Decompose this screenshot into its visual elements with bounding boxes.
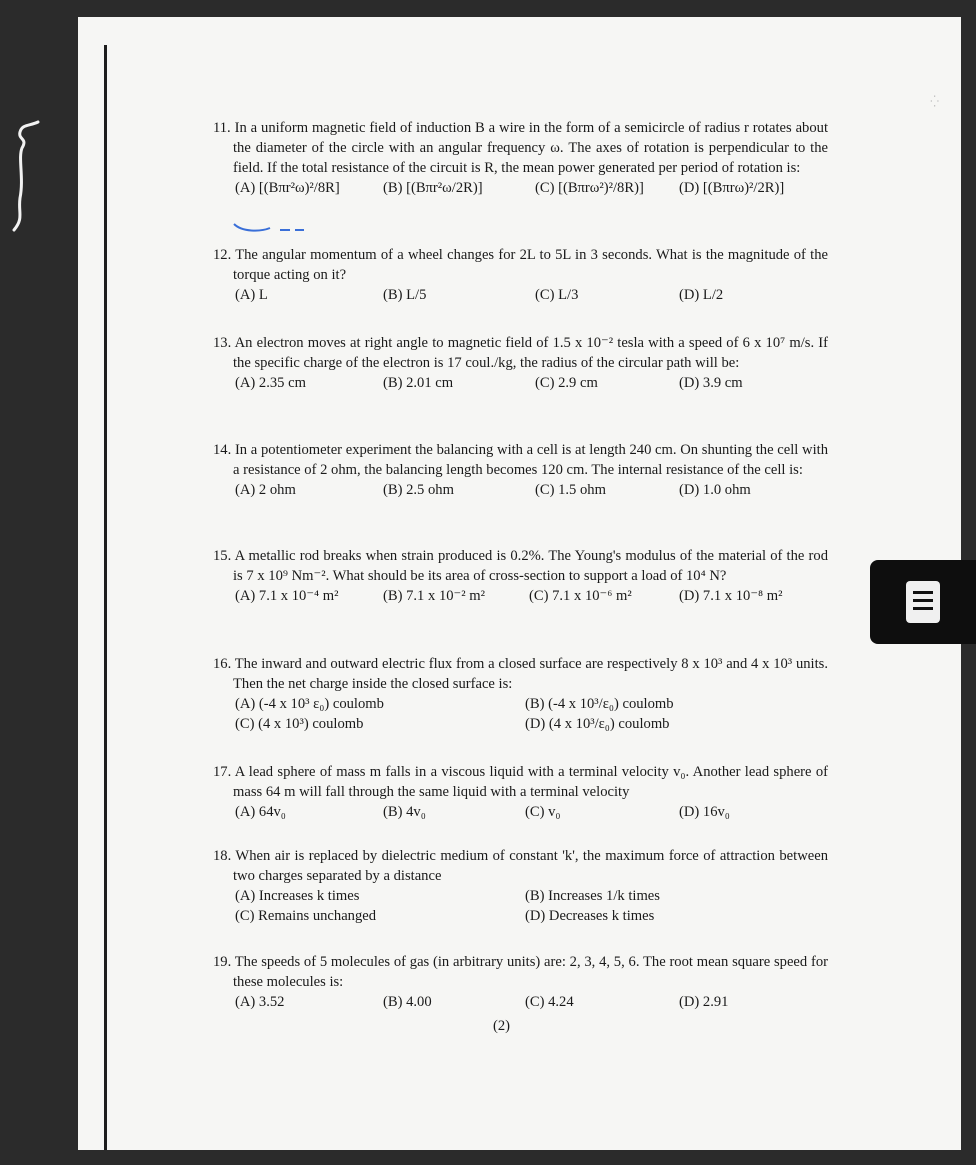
option-b: (B) L/5 <box>383 287 427 303</box>
option-d: (D) L/2 <box>679 287 724 303</box>
option-b: (B) 2.01 cm <box>383 375 454 391</box>
option-d: (D) 3.9 cm <box>679 375 743 391</box>
question-15 <box>213 546 828 606</box>
question-stem: 17. A lead sphere of mass m falls in a viscous liquid with a terminal velocity v₀. Another lead sphere of mass 64 m will fall through the same liquid with a terminal velocity <box>213 764 828 800</box>
document-sheet-icon <box>906 581 940 623</box>
option-a: (A) 3.52 <box>235 994 285 1010</box>
question-11 <box>213 118 828 198</box>
options-row <box>213 480 828 500</box>
options-row <box>213 586 828 606</box>
corner-mark: ⁛ <box>930 96 939 108</box>
question-stem: 15. A metallic rod breaks when strain produced is 0.2%. The Young's modulus of the material of the rod is 7 x 10⁹ Nm⁻². What should be its area of cross-section to support a load of 10⁴ N? <box>213 548 828 584</box>
page-number: (2) <box>493 1018 511 1034</box>
option-b: (B) [(Bπr²ω/2R)] <box>383 180 483 196</box>
margin-rule <box>104 45 107 1150</box>
question-stem: 16. The inward and outward electric flux from a closed surface are respectively 8 x 10³ and 4 x 10³ units. Then the net charge inside the closed surface is: <box>213 656 828 692</box>
option-c: (C) L/3 <box>535 287 579 303</box>
handwritten-bracket <box>8 118 48 233</box>
options-row <box>213 178 828 198</box>
option-d: (D) (4 x 10³/ε₀) coulomb <box>525 716 670 732</box>
question-19 <box>213 952 828 1012</box>
option-d: (D) [(Bπrω)²/2R)] <box>679 180 785 196</box>
question-stem: 11. In a uniform magnetic field of induction B a wire in the form of a semicircle of radius r rotates about the diameter of the circle with an angular frequency ω. The axes of rotation is perpendicular to the field. If the total resistance of the circuit is R, the mean power generated per period of rotation is: <box>213 120 828 176</box>
option-c: (C) 7.1 x 10⁻⁶ m² <box>529 588 632 604</box>
option-a: (A) 7.1 x 10⁻⁴ m² <box>235 588 339 604</box>
option-a: (A) Increases k times <box>235 888 360 904</box>
option-a: (A) (-4 x 10³ ε₀) coulomb <box>235 696 384 712</box>
question-18 <box>213 846 828 926</box>
option-b: (B) 7.1 x 10⁻² m² <box>383 588 485 604</box>
option-a: (A) 2.35 cm <box>235 375 306 391</box>
options-row <box>213 373 828 393</box>
option-d: (D) 7.1 x 10⁻⁸ m² <box>679 588 783 604</box>
option-c: (C) [(Bπrω²)²/8R)] <box>535 180 644 196</box>
question-17 <box>213 762 828 822</box>
option-b: (B) Increases 1/k times <box>525 888 660 904</box>
question-stem: 19. The speeds of 5 molecules of gas (in arbitrary units) are: 2, 3, 4, 5, 6. The root mean square speed for these molecules is: <box>213 954 828 990</box>
options-row <box>213 285 828 305</box>
option-c: (C) 1.5 ohm <box>535 482 606 498</box>
options-grid <box>213 886 828 926</box>
question-14 <box>213 440 828 500</box>
option-c: (C) 4.24 <box>525 994 574 1010</box>
option-b: (B) 4.00 <box>383 994 432 1010</box>
question-stem: 14. In a potentiometer experiment the balancing with a cell is at length 240 cm. On shunting the cell with a resistance of 2 ohm, the balancing length becomes 120 cm. The internal resistance of the cell is: <box>213 442 828 478</box>
option-b: (B) (-4 x 10³/ε₀) coulomb <box>525 696 674 712</box>
option-c: (C) (4 x 10³) coulomb <box>235 716 364 732</box>
document-reader-icon[interactable] <box>870 560 976 644</box>
question-12 <box>213 245 828 305</box>
question-stem: 18. When air is replaced by dielectric medium of constant 'k', the maximum force of attraction between two charges separated by a distance <box>213 848 828 884</box>
question-16 <box>213 654 828 734</box>
option-d: (D) 1.0 ohm <box>679 482 751 498</box>
options-row <box>213 992 828 1012</box>
option-c: (C) 2.9 cm <box>535 375 598 391</box>
option-d: (D) 16v₀ <box>679 804 730 820</box>
option-b: (B) 2.5 ohm <box>383 482 454 498</box>
question-13 <box>213 333 828 393</box>
option-c: (C) v₀ <box>525 804 561 820</box>
option-d: (D) 2.91 <box>679 994 729 1010</box>
option-a: (A) 2 ohm <box>235 482 296 498</box>
option-d: (D) Decreases k times <box>525 908 655 924</box>
pen-underline <box>232 212 327 234</box>
question-stem: 12. The angular momentum of a wheel changes for 2L to 5L in 3 seconds. What is the magnitude of the torque acting on it? <box>213 247 828 283</box>
option-a: (A) [(Bπr²ω)²/8R] <box>235 180 340 196</box>
option-a: (A) 64v₀ <box>235 804 286 820</box>
options-row <box>213 802 828 822</box>
option-c: (C) Remains unchanged <box>235 908 377 924</box>
option-a: (A) L <box>235 287 268 303</box>
option-b: (B) 4v₀ <box>383 804 426 820</box>
options-grid <box>213 694 828 734</box>
question-stem: 13. An electron moves at right angle to magnetic field of 1.5 x 10⁻² tesla with a speed of 6 x 10⁷ m/s. If the specific charge of the electron is 17 coul./kg, the radius of the circular path will be: <box>213 335 828 371</box>
